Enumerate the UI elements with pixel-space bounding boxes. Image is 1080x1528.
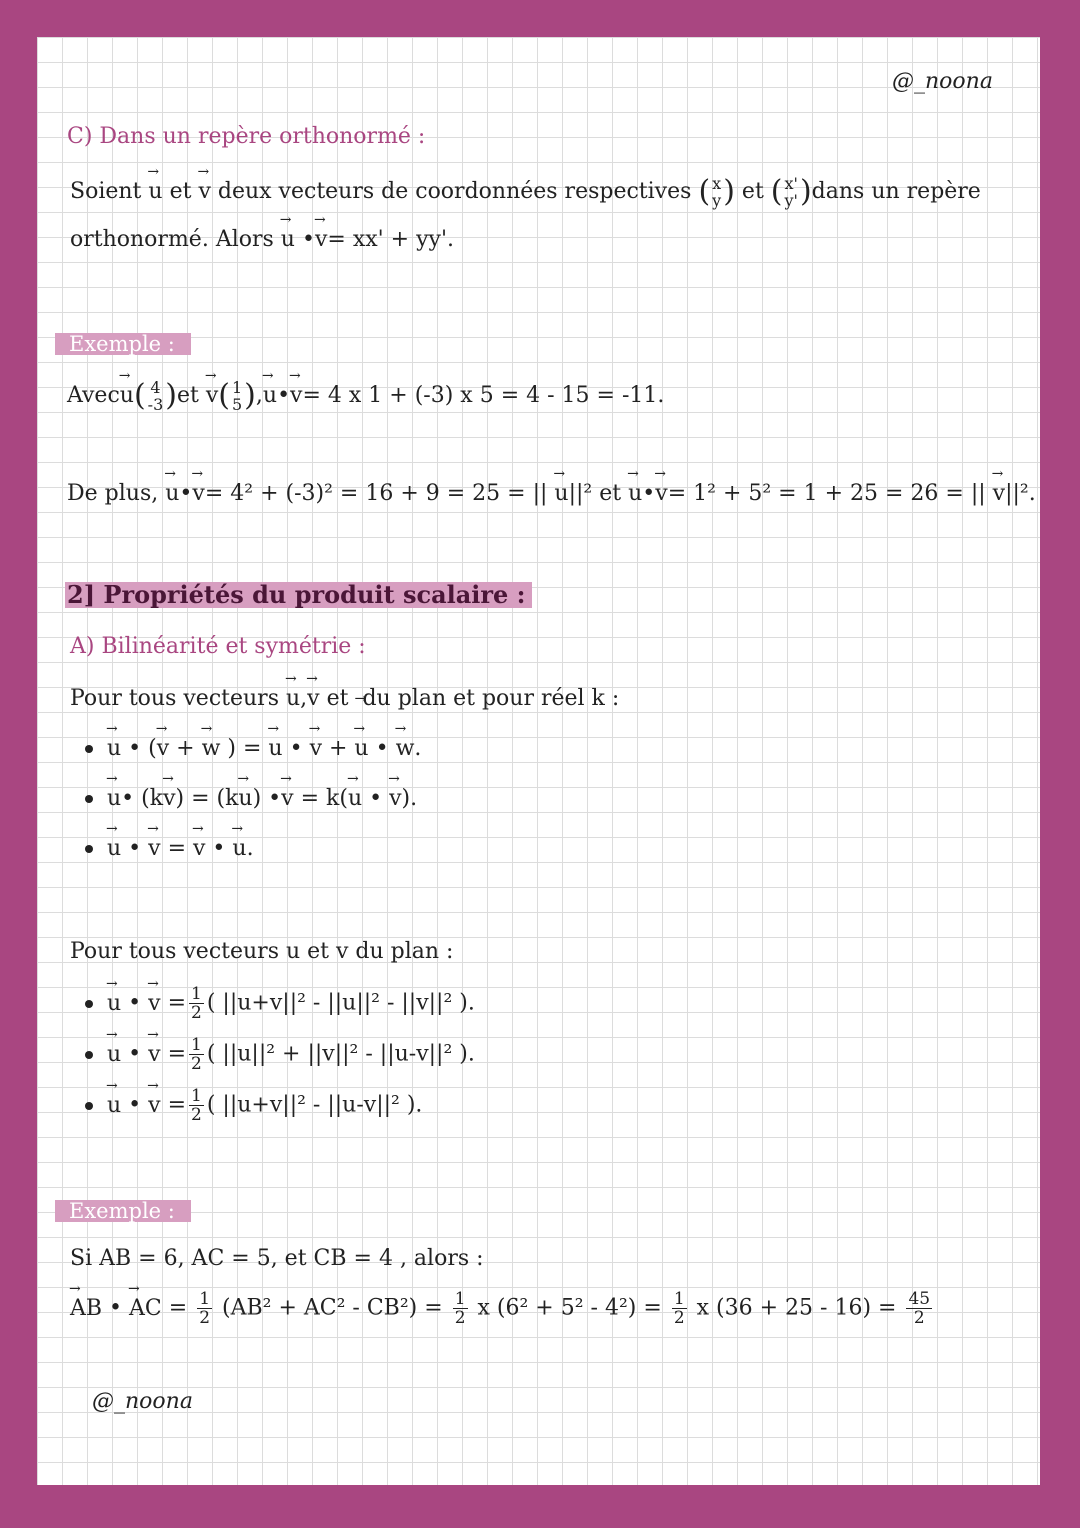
example1-line1: Avec→ u( 4 -3 )et → v( 1 5 ),→ u•→ v= 4 x 1 + (-3) x 5 = 4 - 15 = -11. — [67, 379, 664, 413]
bilinear-intro: Pour tous vecteurs → u,→ v et du plan et pour réel k : — [70, 685, 619, 713]
coord-v: x' y' — [784, 174, 798, 210]
bullet-2: → u• (k→ v) = (k→ u) •→ v = k(→ u • → v). — [85, 785, 417, 813]
coord-u: x y — [712, 174, 722, 210]
example-label-2: Exemple : — [55, 1200, 191, 1222]
signature-bottom: @_noona — [92, 1389, 193, 1414]
section-c-line2: orthonormé. Alors → u •→ v= xx' + yy'. — [70, 226, 454, 254]
bullet-1: → u • (→ v + → w ) = → u • → v + → u • → w. — [85, 735, 421, 763]
polar-2: → u • → v = $\frac{1}{2}$ ( ||u||² + ||v||² - ||u-v||² ). — [85, 1036, 475, 1073]
example1-line2: De plus, → u•→ v= 4² + (-3)² = 16 + 9 = 25 = || → u||² et → u•→ v= 1² + 5² = 1 + 25 = 26 = || → v||². — [67, 480, 1036, 508]
section-c-line1: Soient → u et → v deux vecteurs de coordonnées respectives ( x y ) et ( x' y' )dans un repère — [70, 175, 981, 209]
notebook-page — [37, 37, 1040, 1485]
polar-1: → u • → v = $\frac{1}{2}$ ( ||u+v||² - ||u||² - ||v||² ). — [85, 985, 475, 1022]
example2-calc: → AB • → AC = $\frac{1}{2}$ (AB² + AC² - CB²) = $\frac{1}{2}$ x (6² + 5² - 4²) = $\frac{1}{2}$ x (36 + 25 - 16) = $\frac{45}{2}$ — [70, 1290, 935, 1327]
section-2a-heading: A) Bilinéarité et symétrie : — [70, 634, 366, 659]
vector-v: → v — [198, 178, 210, 206]
section-2-heading: 2] Propriétés du produit scalaire : — [65, 582, 532, 608]
example-label-1: Exemple : — [55, 333, 191, 355]
bullet-3: → u • → v = → v • → u. — [85, 835, 254, 863]
vector-u: → u — [148, 178, 162, 206]
polar-intro: Pour tous vecteurs u et v du plan : — [70, 939, 454, 964]
signature-top: @_noona — [892, 69, 993, 94]
section-c-heading: C) Dans un repère orthonormé : — [67, 124, 426, 149]
example2-condition: Si AB = 6, AC = 5, et CB = 4 , alors : — [70, 1246, 484, 1271]
polar-3: → u • → v = $\frac{1}{2}$ ( ||u+v||² - ||u-v||² ). — [85, 1087, 422, 1124]
